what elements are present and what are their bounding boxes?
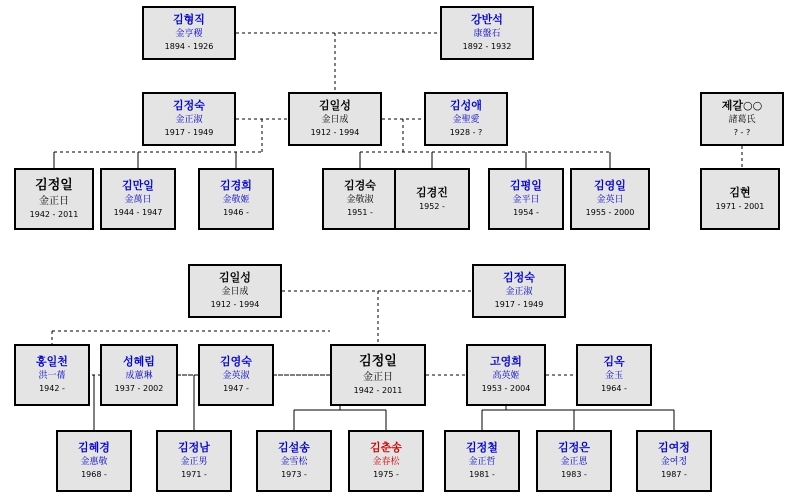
person-name: 김일성 [319,99,351,113]
person-node [424,92,508,146]
person-node [256,430,332,492]
person-years: 1968 - [81,470,107,480]
person-node [440,6,534,60]
person-years: 1951 - [347,208,373,218]
person-hanja: 金萬日 [124,195,152,206]
person-years: 1892 - 1932 [462,42,512,52]
person-years: 1944 - 1947 [113,208,163,218]
person-hanja: 金日成 [321,115,349,126]
person-name: 김옥 [603,355,625,369]
person-name: 제갈○○ [721,99,763,113]
person-node [576,344,652,406]
person-node [198,168,274,230]
person-name: 김춘송 [370,441,402,455]
person-hanja: 金雪松 [280,457,308,468]
person-years: 1952 - [419,202,445,212]
person-years: 1954 - [513,208,539,218]
person-node [444,430,520,492]
person-years: 1942 - 2011 [353,386,403,396]
person-name: 김평일 [510,179,542,193]
person-node [288,92,382,146]
person-hanja: 金여정 [660,457,688,468]
person-years: 1928 - ? [449,128,483,138]
person-node [636,430,712,492]
person-years: 1942 - [39,384,65,394]
person-years: 1953 - 2004 [481,384,531,394]
person-years: 1981 - [469,470,495,480]
person-node [536,430,612,492]
person-years: 1983 - [561,470,587,480]
person-years: 1912 - 1994 [310,128,360,138]
person-name: 김경희 [220,179,252,193]
person-hanja: 金亨稷 [175,29,203,40]
person-name: 김영일 [594,179,626,193]
person-node [466,344,546,406]
person-name: 김혜경 [78,441,110,455]
person-node [142,92,236,146]
person-hanja: 金聖愛 [452,115,480,126]
person-name: 고영희 [490,355,522,369]
person-hanja: 金惠敬 [80,457,108,468]
person-years: 1917 - 1949 [164,128,214,138]
person-name: 김경숙 [344,179,376,193]
person-hanja: 金正恩 [560,457,588,468]
person-hanja: 康盤石 [473,29,501,40]
person-name: 김정숙 [173,99,205,113]
person-name: 김만일 [122,179,154,193]
person-hanja: 金春松 [372,457,400,468]
person-hanja: 金英淑 [222,371,250,382]
person-node [188,264,282,318]
person-years: 1975 - [373,470,399,480]
person-name: 김정남 [178,441,210,455]
person-name: 김정일 [35,177,73,193]
person-years: 1973 - [281,470,307,480]
person-hanja: 金平日 [512,195,540,206]
person-hanja: 洪一蒨 [38,371,66,382]
person-years: 1917 - 1949 [494,300,544,310]
person-years: 1912 - 1994 [210,300,260,310]
person-hanja: 金正日 [363,371,393,383]
person-hanja: 金玉 [604,371,623,382]
person-name: 성혜림 [123,355,155,369]
person-years: ? - ? [733,128,751,138]
person-name: 김경진 [416,185,448,199]
person-name: 김현 [729,185,751,199]
person-years: 1987 - [661,470,687,480]
person-name: 김영숙 [220,355,252,369]
person-hanja: 諸葛氏 [728,115,756,126]
person-name: 김정일 [359,353,397,369]
person-node [700,92,784,146]
person-node [100,168,176,230]
person-node [330,344,426,406]
person-years: 1946 - [223,208,249,218]
person-name: 김여정 [658,441,690,455]
person-years: 1955 - 2000 [585,208,635,218]
person-node [394,168,470,230]
person-hanja: 金正哲 [468,457,496,468]
person-hanja: 金正日 [39,195,69,207]
person-name: 김정숙 [503,271,535,285]
person-node [156,430,232,492]
person-node [56,430,132,492]
person-node [488,168,564,230]
person-name: 김정은 [558,441,590,455]
person-years: 1971 - [181,470,207,480]
person-name: 김형직 [173,13,205,27]
person-hanja: 成蕙琳 [125,371,153,382]
person-hanja: 金敬淑 [346,195,374,206]
person-years: 1937 - 2002 [114,384,164,394]
person-node [322,168,398,230]
person-years: 1942 - 2011 [29,210,79,220]
person-hanja: 高英姬 [492,371,520,382]
person-node [700,168,780,230]
person-name: 김일성 [219,271,251,285]
person-node [100,344,178,406]
person-hanja: 金正淑 [175,115,203,126]
person-node [348,430,424,492]
person-node [14,344,90,406]
person-node [14,168,94,230]
person-hanja: 金正男 [180,457,208,468]
person-hanja: 金日成 [221,287,249,298]
person-years: 1964 - [601,384,627,394]
person-years: 1947 - [223,384,249,394]
person-node [142,6,236,60]
person-hanja: 金英日 [596,195,624,206]
person-name: 김성애 [450,99,482,113]
person-name: 강반석 [471,13,503,27]
person-years: 1971 - 2001 [715,202,765,212]
person-node [570,168,650,230]
person-hanja: 金正淑 [505,287,533,298]
person-years: 1894 - 1926 [164,42,214,52]
person-hanja: 金敬姬 [222,195,250,206]
person-name: 김정철 [466,441,498,455]
person-name: 김설송 [278,441,310,455]
person-node [472,264,566,318]
person-node [198,344,274,406]
person-name: 홍일천 [36,355,68,369]
